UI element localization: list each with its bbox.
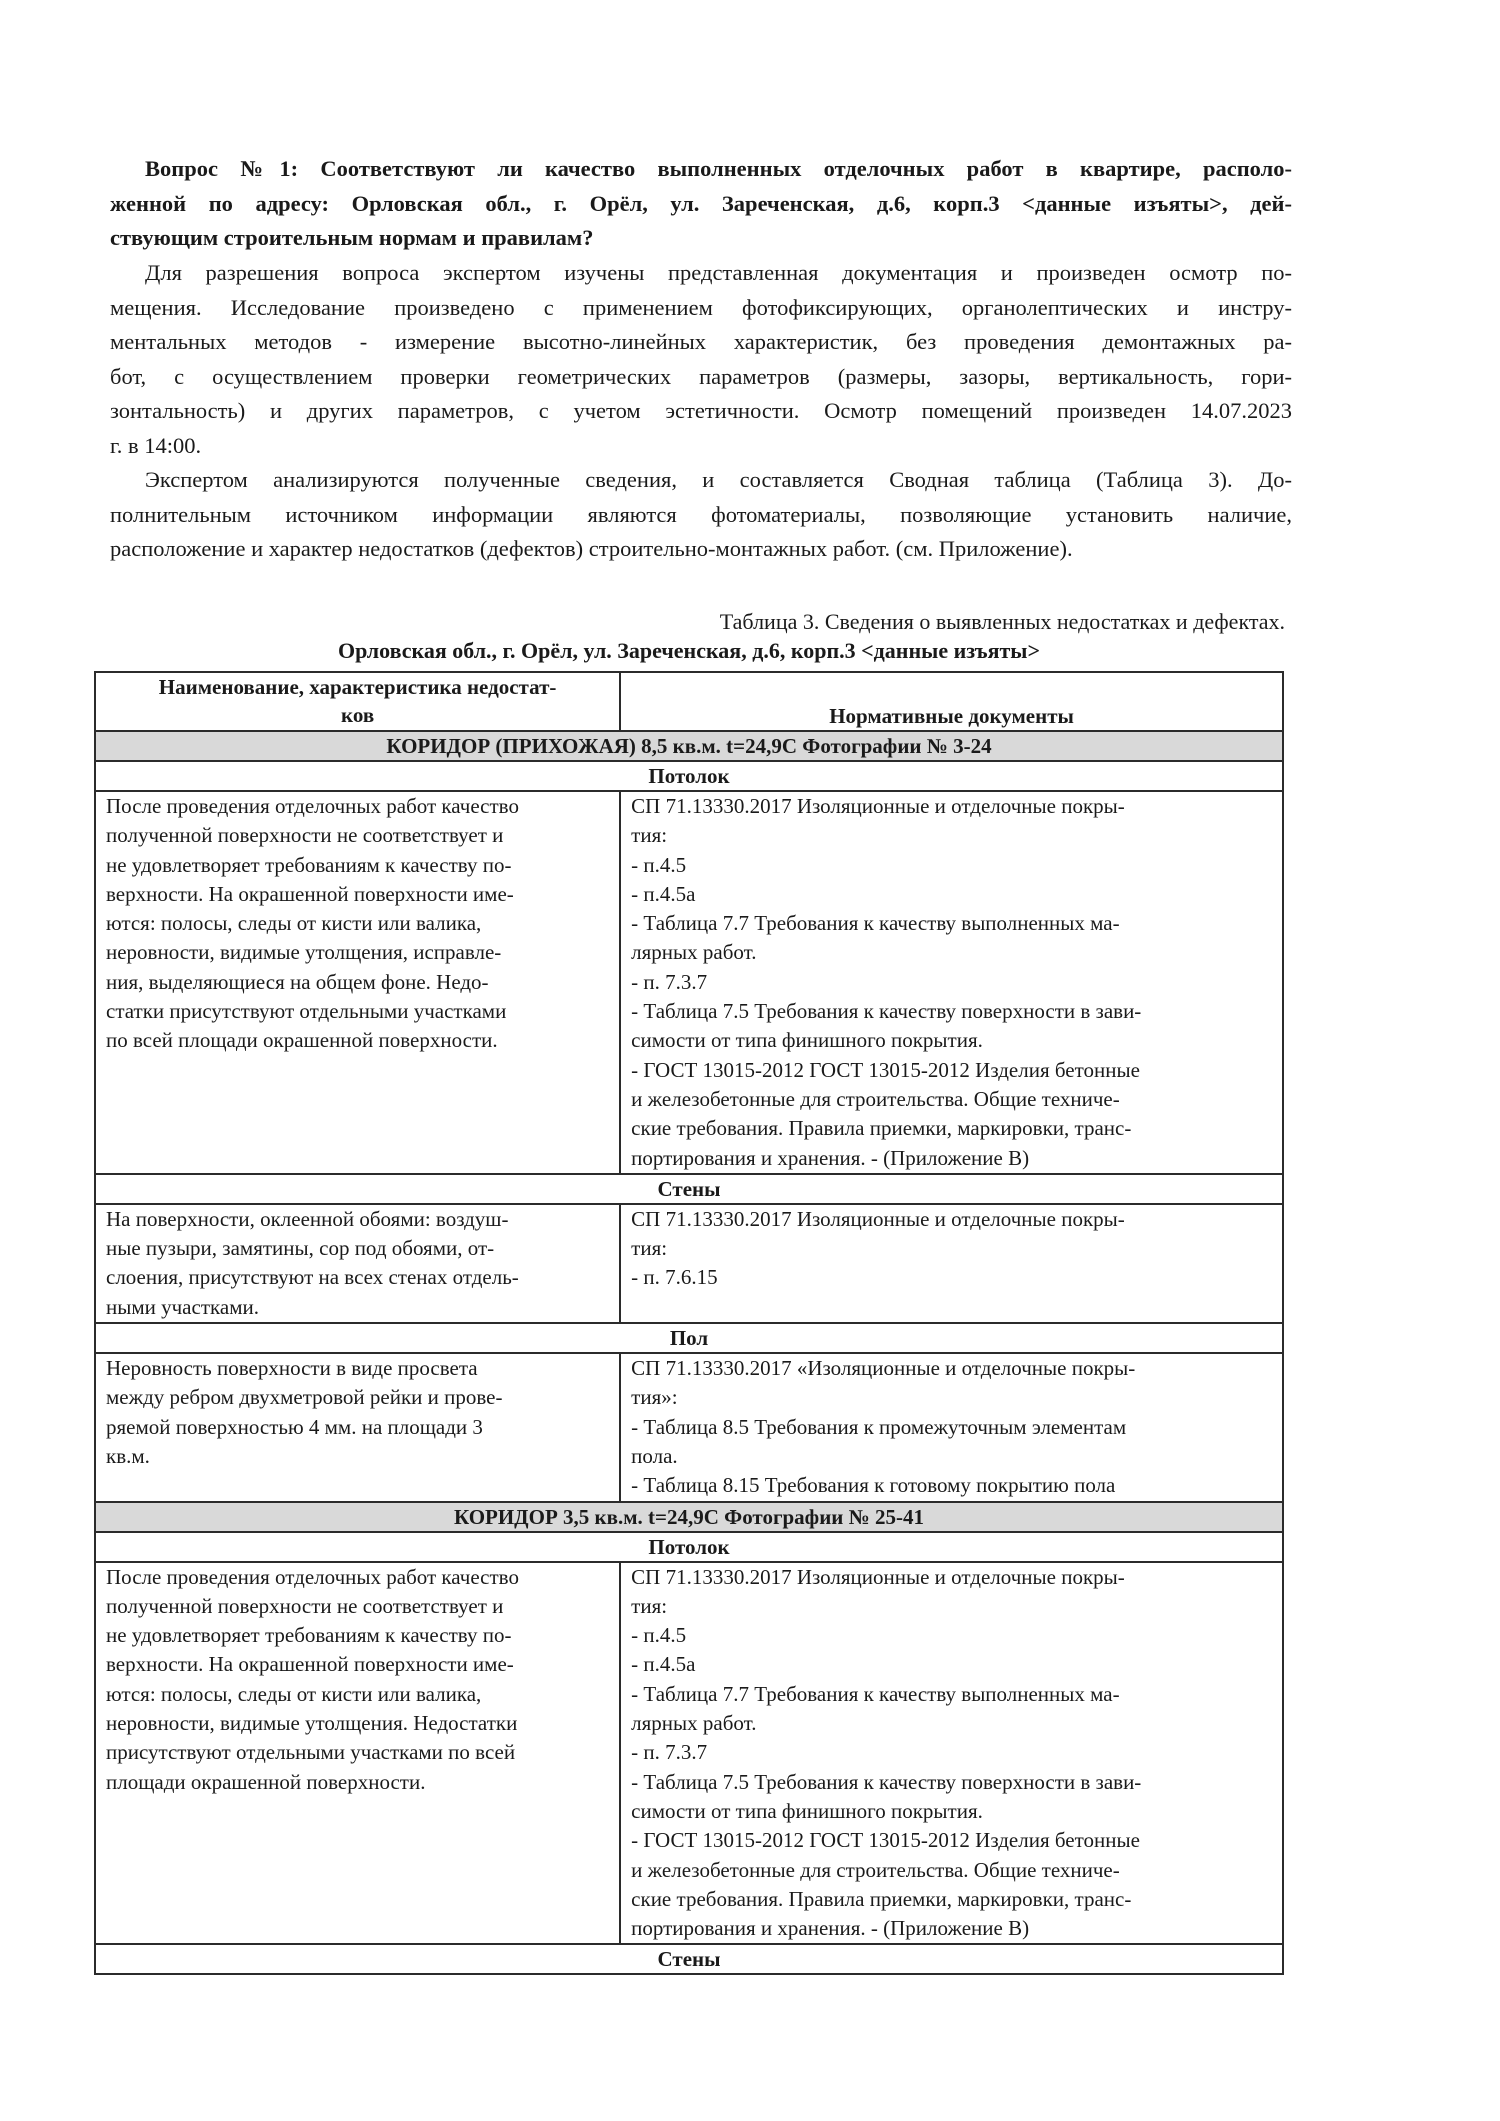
defect-description-cell: [95, 1204, 620, 1323]
surface-header-row: [95, 1944, 1283, 1974]
paragraph-line: Экспертом анализируются полученные сведения, и составляется Сводная таблица (Таблица 3). До-: [145, 467, 1292, 492]
cell-line: - п.4.5а: [631, 1652, 696, 1677]
cell-line: - Таблица 7.7 Требования к качеству выполненных ма-: [631, 1681, 1120, 1706]
cell-line: - ГОСТ 13015-2012 ГОСТ 13015-2012 Изделия бетонные: [631, 1057, 1140, 1082]
surface-header-row: [95, 1174, 1283, 1204]
paragraph-line: ментальных методов - измерение высотно-линейных характеристик, без проведения демонтажных ра-: [110, 329, 1292, 354]
cell-line: ряемой поверхностью 4 мм. на площади 3: [106, 1414, 483, 1439]
room-header-row: [95, 731, 1283, 761]
paragraph-line: мещения. Исследование произведено с применением фотофиксирующих, органолептических и инстру-: [110, 294, 1292, 320]
surface-title: Стены: [95, 1944, 1283, 1974]
cell-line: статки присутствуют отдельными участками: [106, 999, 507, 1024]
room-header-row: [95, 1502, 1283, 1532]
cell-line: присутствуют отдельными участками по всей: [106, 1740, 516, 1765]
cell-line: лярных работ.: [631, 1711, 757, 1736]
surface-title: Пол: [95, 1323, 1283, 1353]
cell-line: симости от типа финишного покрытия.: [631, 1028, 983, 1053]
cell-line: - п. 7.3.7: [631, 969, 708, 994]
cell-line: СП 71.13330.2017 Изоляционные и отделочные покры-: [631, 794, 1125, 818]
cell-line: - п.4.5: [631, 852, 687, 877]
cell-line: между ребром двухметровой рейки и прове-: [106, 1385, 503, 1410]
cell-line: - п.4.5а: [631, 881, 696, 906]
paragraph-line: г. в 14:00.: [110, 432, 202, 458]
surface-header-row: [95, 1323, 1283, 1353]
surface-title: Потолок: [95, 1532, 1283, 1562]
normative-docs-cell: [620, 1562, 1283, 1945]
cell-line: - Таблица 7.7 Требования к качеству выполненных ма-: [631, 911, 1120, 936]
cell-line: После проведения отделочных работ качество: [106, 1564, 519, 1589]
cell-line: - п. 7.6.15: [631, 1265, 718, 1290]
cell-line: ния, выделяющиеся на общем фоне. Недо-: [106, 969, 489, 994]
cell-line: слоения, присутствуют на всех стенах отдель-: [106, 1265, 519, 1290]
cell-line: тия:: [631, 1593, 668, 1618]
cell-line: неровности, видимые утолщения. Недостатки: [106, 1711, 518, 1736]
cell-line: тия»:: [631, 1385, 678, 1410]
room-title: КОРИДОР 3,5 кв.м. t=24,9С Фотографии № 25-41: [95, 1502, 1283, 1532]
surface-title: Стены: [95, 1174, 1283, 1204]
analysis-paragraph: [110, 463, 1292, 567]
cell-line: портирования и хранения. - (Приложение В): [631, 1916, 1030, 1941]
table-row: [95, 1204, 1283, 1323]
cell-line: ными участками.: [106, 1294, 259, 1319]
cell-line: ные пузыри, замятины, сор под обоями, от-: [106, 1236, 495, 1261]
normative-docs-cell: [620, 1204, 1283, 1323]
table-body: [95, 731, 1283, 1974]
cell-line: по всей площади окрашенной поверхности.: [106, 1028, 498, 1053]
table-address-caption: Орловская обл., г. Орёл, ул. Зареченская, д.6, корп.3 <данные изъяты>: [337, 638, 1040, 663]
heading-line: Вопрос №1: Соответствуют ли качество выполненных отделочных работ в квартире, располо-: [145, 156, 1292, 181]
cell-line: - Таблица 8.5 Требования к промежуточным элементам: [631, 1414, 1127, 1439]
cell-line: На поверхности, оклеенной обоями: воздуш-: [106, 1206, 509, 1231]
cell-line: и железобетонные для строительства. Общие техниче-: [631, 1857, 1120, 1882]
table-row: [95, 1353, 1283, 1501]
cell-line: ские требования. Правила приемки, маркировки, транс-: [631, 1886, 1132, 1911]
cell-line: ские требования. Правила приемки, маркировки, транс-: [631, 1116, 1132, 1141]
heading-line: женной по адресу: Орловская обл., г. Орёл, ул. Зареченская, д.6, корп.3 <данные изъяты>, дей-: [110, 190, 1292, 216]
paragraph-line: Для разрешения вопроса экспертом изучены представленная документация и произведен осмотр по-: [145, 260, 1292, 285]
header-norms-column: Нормативные документы: [620, 672, 1283, 731]
cell-line: СП 71.13330.2017 «Изоляционные и отделочные покры-: [631, 1356, 1136, 1381]
room-title: КОРИДОР (ПРИХОЖАЯ) 8,5 кв.м. t=24,9С Фотографии № 3-24: [95, 731, 1283, 761]
cell-line: - п. 7.3.7: [631, 1740, 708, 1765]
defects-table: [94, 671, 1284, 1975]
surface-header-row: [95, 1532, 1283, 1562]
normative-docs-cell: [620, 1353, 1283, 1501]
cell-line: полученной поверхности не соответствует и: [106, 1593, 504, 1618]
cell-line: полученной поверхности не соответствует и: [106, 823, 504, 848]
defect-description-cell: [95, 791, 620, 1174]
cell-line: неровности, видимые утолщения, исправле-: [106, 940, 502, 965]
cell-line: не удовлетворяет требованиям к качеству по-: [106, 1623, 512, 1648]
cell-line: пола.: [631, 1443, 678, 1468]
cell-line: тия:: [631, 823, 668, 848]
question-heading: [110, 152, 1292, 256]
cell-line: - п.4.5: [631, 1623, 687, 1648]
cell-line: - Таблица 7.5 Требования к качеству поверхности в зави-: [631, 999, 1142, 1024]
cell-line: Неровность поверхности в виде просвета: [106, 1356, 478, 1381]
cell-line: После проведения отделочных работ качество: [106, 794, 519, 818]
cell-line: СП 71.13330.2017 Изоляционные и отделочные покры-: [631, 1564, 1125, 1589]
defect-description-cell: [95, 1353, 620, 1501]
normative-docs-cell: [620, 791, 1283, 1174]
table-row: [95, 1562, 1283, 1945]
cell-line: тия:: [631, 1236, 668, 1261]
surface-title: Потолок: [95, 761, 1283, 791]
cell-line: ются: полосы, следы от кисти или валика,: [106, 1681, 482, 1706]
cell-line: лярных работ.: [631, 940, 757, 965]
cell-line: симости от типа финишного покрытия.: [631, 1798, 983, 1823]
table-header-row: [95, 672, 1283, 731]
cell-line: - ГОСТ 13015-2012 ГОСТ 13015-2012 Изделия бетонные: [631, 1828, 1140, 1853]
header-line: ков: [341, 703, 375, 727]
method-paragraph: [110, 256, 1292, 463]
cell-line: СП 71.13330.2017 Изоляционные и отделочные покры-: [631, 1206, 1125, 1231]
surface-header-row: [95, 761, 1283, 791]
paragraph-line: бот, с осуществлением проверки геометрических параметров (размеры, зазоры, вертикальность, гори-: [110, 363, 1292, 389]
cell-line: - Таблица 8.15 Требования к готовому покрытию пола: [631, 1473, 1116, 1498]
defect-description-cell: [95, 1562, 620, 1945]
cell-line: верхности. На окрашенной поверхности име-: [106, 881, 514, 906]
cell-line: площади окрашенной поверхности.: [106, 1769, 426, 1794]
paragraph-line: зонтальность) и других параметров, с учетом эстетичности. Осмотр помещений произведен 14.07.2023: [110, 398, 1292, 423]
cell-line: не удовлетворяет требованиям к качеству по-: [106, 852, 512, 877]
paragraph-line: полнительным источником информации являются фотоматериалы, позволяющие установить наличие,: [110, 501, 1292, 527]
header-line: Наименование, характеристика недостат-: [158, 675, 557, 699]
heading-line: ствующим строительным нормам и правилам?: [110, 225, 594, 250]
cell-line: - Таблица 7.5 Требования к качеству поверхности в зави-: [631, 1769, 1142, 1794]
cell-line: портирования и хранения. - (Приложение В): [631, 1145, 1030, 1170]
table-row: [95, 791, 1283, 1174]
cell-line: кв.м.: [106, 1443, 150, 1468]
table-caption: Таблица 3. Сведения о выявленных недостатках и дефектах.: [719, 609, 1285, 634]
cell-line: верхности. На окрашенной поверхности име-: [106, 1652, 514, 1677]
cell-line: ются: полосы, следы от кисти или валика,: [106, 911, 482, 936]
cell-line: и железобетонные для строительства. Общие техниче-: [631, 1086, 1120, 1111]
paragraph-line: расположение и характер недостатков (дефектов) строительно-монтажных работ. (см. Приложение).: [110, 536, 1073, 561]
header-defects-column: [95, 672, 620, 731]
